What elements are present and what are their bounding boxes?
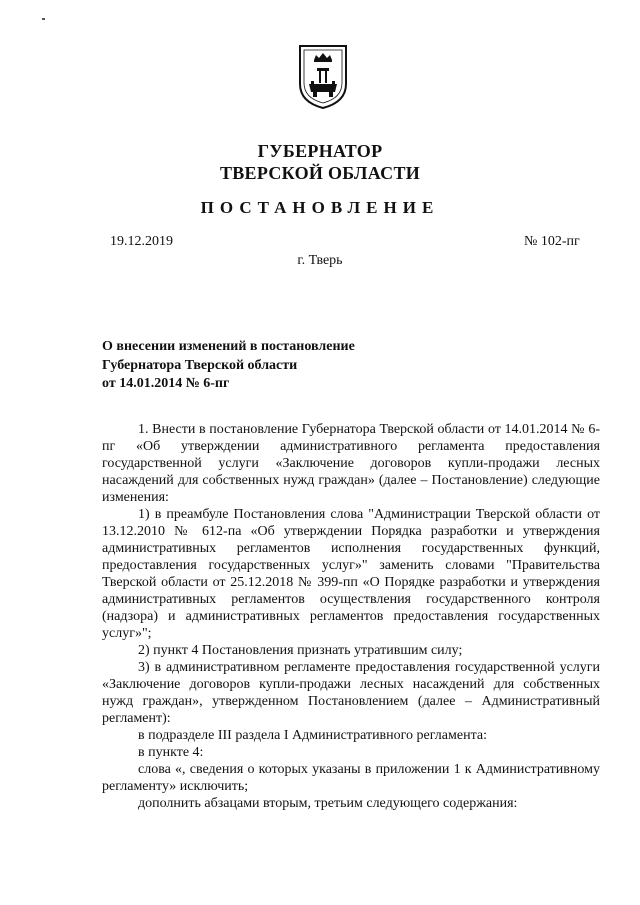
paragraph-3: 2) пункт 4 Постановления признать утратившим силу; — [138, 643, 463, 658]
document-date: 19.12.2019 — [110, 234, 173, 249]
document-city: г. Тверь — [297, 253, 343, 268]
subject-line-2: Губернатора Тверской области — [102, 357, 298, 373]
document-number: № 102-пг — [524, 234, 580, 249]
subject-line-1: О внесении изменений в постановление — [102, 339, 355, 354]
paragraph-5: в подразделе III раздела I Административного регламента: — [138, 728, 487, 743]
subject-line-3: от 14.01.2014 № 6-пг — [102, 376, 230, 391]
tver-coat-of-arms-icon — [297, 44, 349, 110]
document-subject — [102, 338, 355, 394]
issuer-title-line1: ГУБЕРНАТОР — [257, 141, 383, 161]
paragraph-1: 1. Внести в постановление Губернатора Тверской области от 14.01.2014 № 6-пг «Об утверждении административного регламента предоставления государственной услуги «Заключение договоров купли-продажи лесных насаждений для собственных нужд граждан» (далее – Постановление) следующие изменения: — [102, 422, 600, 505]
scan-speck — [42, 18, 45, 20]
issuer-title-line2: ТВЕРСКОЙ ОБЛАСТИ — [219, 163, 421, 183]
paragraph-4: 3) в административном регламенте предоставления государственной услуги «Заключение договоров купли-продажи лесных насаждений для собственных нужд граждан», утвержденном Постановлением (далее – Административный регламент): — [102, 660, 600, 726]
paragraph-7: слова «, сведения о которых указаны в приложении 1 к Административному регламенту» исключить; — [102, 762, 600, 794]
paragraph-6: в пункте 4: — [138, 745, 204, 760]
paragraph-2: 1) в преамбуле Постановления слова "Администрации Тверской области от 13.12.2010 № 612-па «Об утверждении Порядка разработки и утверждения административных регламентов исполнения государственных функций, предоставления государственных услуг»" заменить словами "Правительства Тверской области от 25.12.2018 № 399-пп «О Порядке разработки и утверждения административных регламентов осуществления государственного контроля (надзора) и административных регламентов предоставления государственных услуг»"; — [102, 507, 600, 641]
document-type: ПОСТАНОВЛЕНИЕ — [200, 198, 440, 217]
document-body — [102, 421, 600, 812]
paragraph-8: дополнить абзацами вторым, третьим следующего содержания: — [138, 796, 518, 811]
